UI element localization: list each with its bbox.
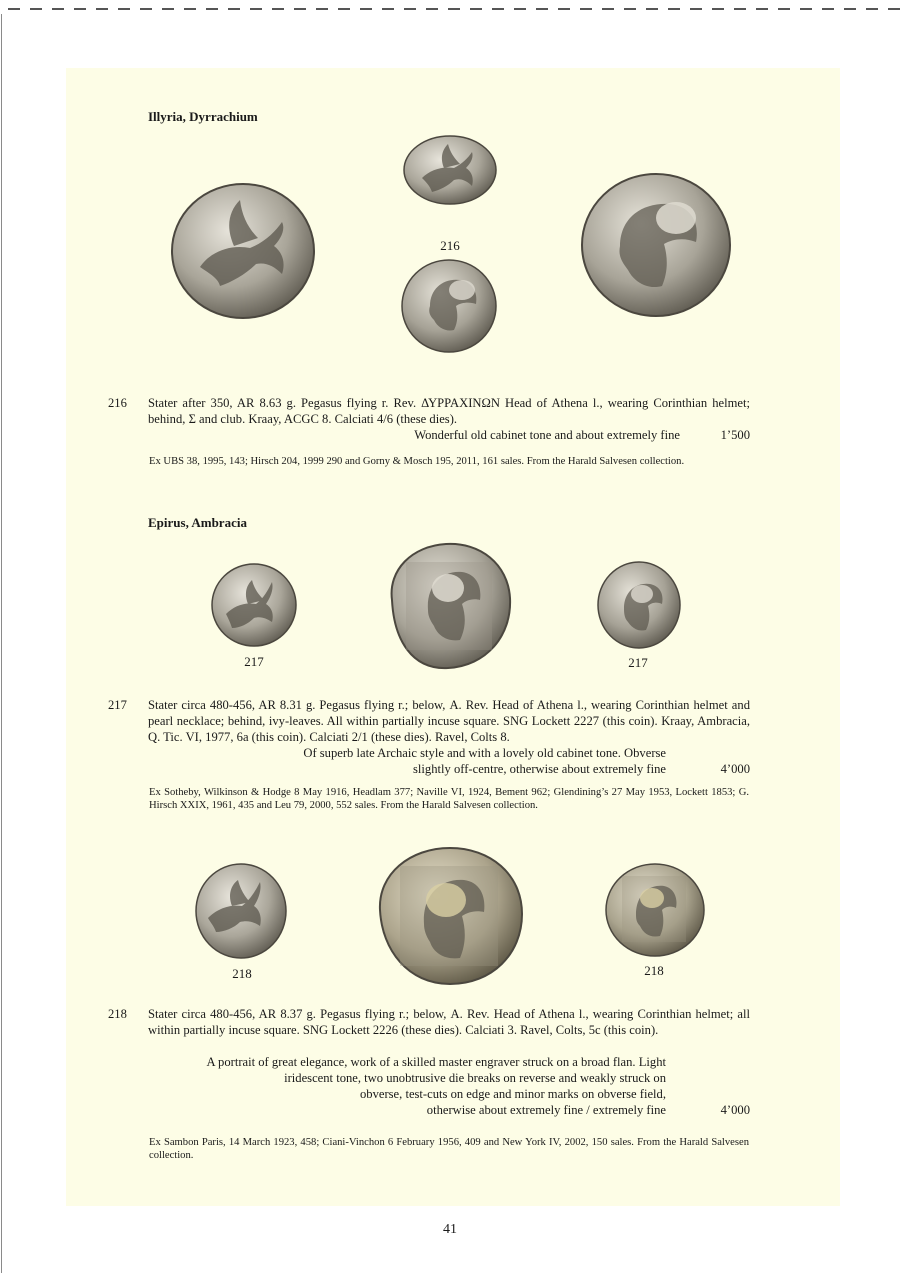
coin-label-216: 216 [440, 238, 460, 253]
lot-grade-line: Of superb late Archaic style and with a lovely old cabinet tone. Obverse [303, 746, 666, 760]
lot-number: 217 [108, 698, 127, 712]
lot-grade-line: slightly off-centre, otherwise about extremely fine [413, 762, 666, 776]
lot-216-provenance: Ex UBS 38, 1995, 143; Hirsch 204, 1999 290 and Gorny & Mosch 195, 2011, 161 sales. From the Harald Salvesen collection. [149, 456, 685, 467]
lot-217-provenance: Ex Sotheby, Wilkinson & Hodge 8 May 1916, Headlam 377; Naville VI, 1924, Bement 962; Glendining’s 27 May 1953, Lockett 1853; G. Hirsch XXIX, 1961, 435 and Leu 79, 2000, 552 sales. From the Harald Salvesen collection. [149, 787, 749, 811]
coin-216-obverse-large-image [170, 182, 316, 320]
lot-grade-line: obverse, test-cuts on edge and minor marks on obverse field, [359, 1087, 666, 1101]
coin-217-obverse-image [210, 562, 298, 648]
coin-217-reverse-image [596, 560, 682, 650]
lot-estimate: 4’000 [720, 762, 750, 776]
lot-description: Stater after 350, AR 8.63 g. Pegasus flying r. Rev. ΔΥΡΡΑΧΙΝΩΝ Head of Athena l., wearing Corinthian helmet; behind, Σ and club. Kraay, ACGC 8. Calciati 4/6 (these dies). [148, 396, 750, 426]
coin-label-217-obverse: 217 [244, 654, 264, 669]
top-dashed-border [0, 0, 900, 10]
lot-218-provenance: Ex Sambon Paris, 14 March 1923, 458; Ciani-Vinchon 6 February 1956, 409 and New York IV, 2002, 150 sales. From the Harald Salvesen collection. [149, 1137, 749, 1161]
coin-217-enlargement-image [382, 540, 514, 670]
coin-216-obverse-small-image [402, 134, 498, 206]
page-number: 41 [443, 1222, 457, 1237]
coin-218-obverse-image [194, 862, 288, 960]
coin-216-reverse-large-image [580, 172, 732, 318]
lot-description: Stater circa 480-456, AR 8.31 g. Pegasus flying r.; below, Α. Rev. Head of Athena l., wearing Corinthian helmet and pearl necklace; behind, ivy-leaves. All within partially incuse square. SNG Lockett 2227 (this coin). Kraay, Ambracia, Q. Tic. VI, 1977, 6a (this coin). Calciati 2/1 (these dies). Ravel, Colts 8. [148, 698, 750, 744]
lot-number: 218 [108, 1007, 127, 1021]
left-page-rule [1, 14, 2, 1273]
lot-grade-line: Wonderful old cabinet tone and about extremely fine [414, 428, 680, 442]
coin-218-enlargement-image [374, 844, 526, 988]
coin-label-218-obverse: 218 [232, 966, 252, 981]
coin-label-218-reverse: 218 [644, 963, 664, 978]
lot-estimate: 1’500 [720, 428, 750, 442]
coin-218-reverse-image [604, 862, 706, 958]
coin-216-reverse-small-image [400, 258, 498, 354]
section-title-epirus: Epirus, Ambracia [148, 515, 247, 530]
lot-estimate: 4’000 [720, 1103, 750, 1117]
section-title-illyria: Illyria, Dyrrachium [148, 109, 258, 124]
coin-label-217-reverse: 217 [628, 655, 648, 670]
lot-description: Stater circa 480-456, AR 8.37 g. Pegasus flying r.; below, Α. Rev. Head of Athena l., wearing Corinthian helmet; all within partially incuse square. SNG Lockett 2226 (these dies). Calciati 3. Ravel, Colts, 5c (this coin). [148, 1007, 750, 1037]
lot-grade-line: iridescent tone, two unobtrusive die breaks on reverse and weakly struck on [284, 1071, 666, 1085]
lot-grade-line: A portrait of great elegance, work of a skilled master engraver struck on a broad flan. Light [206, 1055, 666, 1069]
lot-grade-line: otherwise about extremely fine / extremely fine [426, 1103, 666, 1117]
lot-number: 216 [108, 396, 127, 410]
